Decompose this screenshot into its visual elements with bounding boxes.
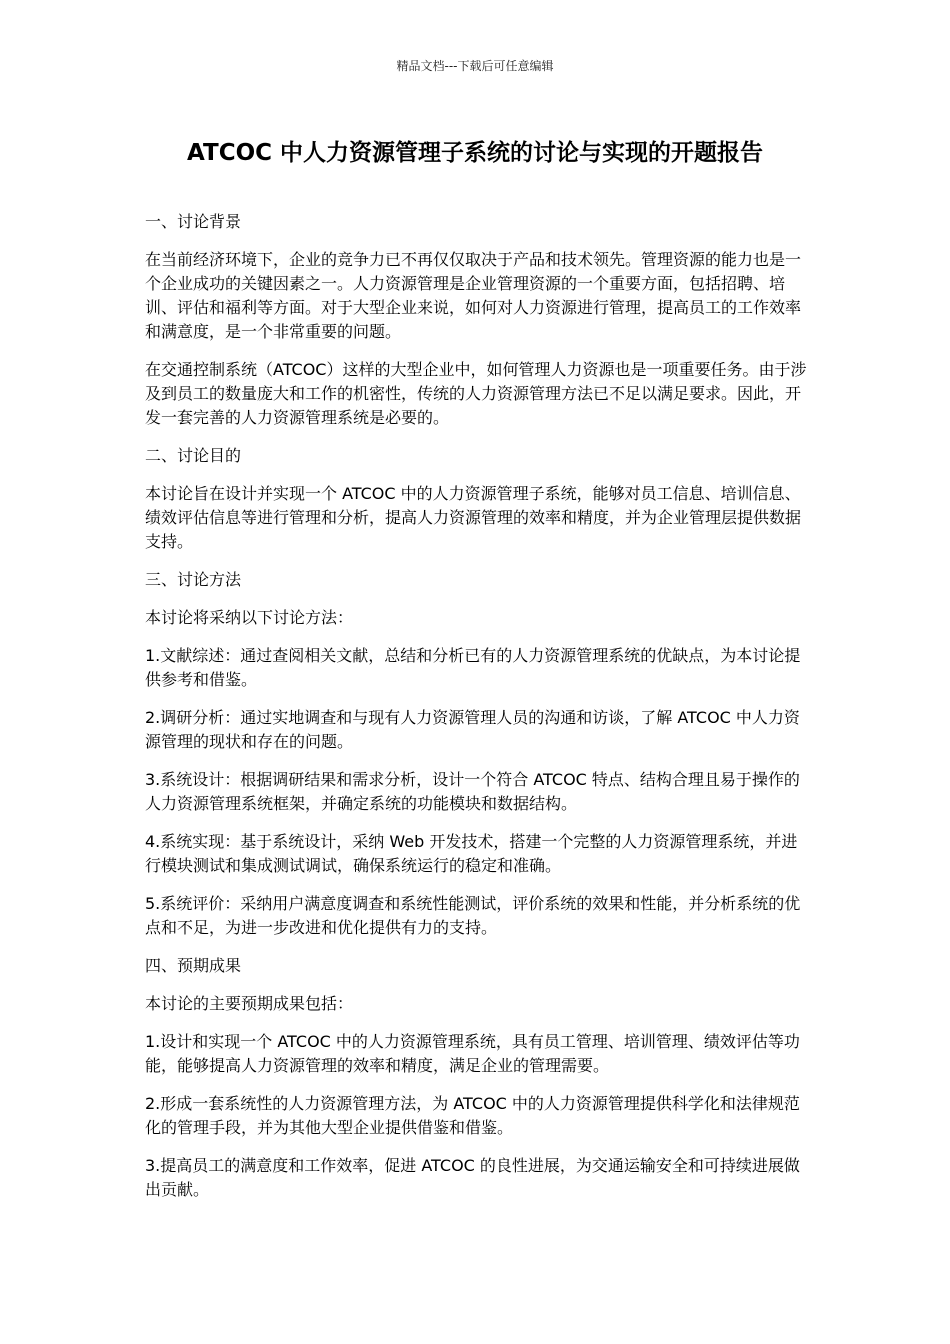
- header-note: 精品文档---下载后可任意编辑: [396, 59, 554, 73]
- document-title: ATCOC 中人力资源管理子系统的讨论与实现的开题报告: [186, 140, 764, 166]
- list-item: 2.形成一套系统性的人力资源管理方法，为 ATCOC 中的人力资源管理提供科学化和法律规范化的管理手段，并为其他大型企业提供借鉴和借鉴。: [145, 1094, 800, 1137]
- section-heading: 一、讨论背景: [145, 212, 242, 231]
- document-body: [145, 210, 813, 1216]
- paragraph: 本讨论将采纳以下讨论方法：: [145, 608, 354, 627]
- paragraph: 本讨论旨在设计并实现一个 ATCOC 中的人力资源管理子系统，能够对员工信息、培训信息、绩效评估信息等进行管理和分析，提高人力资源管理的效率和精度，并为企业管理层提供数据支持。: [145, 484, 802, 551]
- list-item: 3.提高员工的满意度和工作效率，促进 ATCOC 的良性进展，为交通运输安全和可持续进展做出贡献。: [145, 1156, 800, 1199]
- list-item: 4.系统实现：基于系统设计，采纳 Web 开发技术，搭建一个完整的人力资源管理系统，并进行模块测试和集成测试调试，确保系统运行的稳定和准确。: [145, 832, 798, 875]
- list-item: 2.调研分析：通过实地调查和与现有人力资源管理人员的沟通和访谈，了解 ATCOC 中人力资源管理的现状和存在的问题。: [145, 708, 800, 751]
- section-heading: 二、讨论目的: [145, 446, 242, 465]
- paragraph: 在交通控制系统（ATCOC）这样的大型企业中，如何管理人力资源也是一项重要任务。由于涉及到员工的数量庞大和工作的机密性，传统的人力资源管理方法已不足以满足要求。因此，开发一套完善的人力资源管理系统是必要的。: [145, 360, 807, 427]
- list-item: 3.系统设计：根据调研结果和需求分析，设计一个符合 ATCOC 特点、结构合理且易于操作的人力资源管理系统框架，并确定系统的功能模块和数据结构。: [145, 770, 800, 813]
- list-item: 5.系统评价：采纳用户满意度调查和系统性能测试，评价系统的效果和性能，并分析系统的优点和不足，为进一步改进和优化提供有力的支持。: [145, 894, 801, 937]
- section-heading: 四、预期成果: [145, 956, 242, 975]
- list-item: 1.文献综述：通过查阅相关文献，总结和分析已有的人力资源管理系统的优缺点，为本讨论提供参考和借鉴。: [145, 646, 801, 689]
- list-item: 1.设计和实现一个 ATCOC 中的人力资源管理系统，具有员工管理、培训管理、绩效评估等功能，能够提高人力资源管理的效率和精度，满足企业的管理需要。: [145, 1032, 800, 1075]
- paragraph: 在当前经济环境下，企业的竞争力已不再仅仅取决于产品和技术领先。管理资源的能力也是一个企业成功的关键因素之一。人力资源管理是企业管理资源的一个重要方面，包括招聘、培训、评估和福利等方面。对于大型企业来说，如何对人力资源进行管理，提高员工的工作效率和满意度，是一个非常重要的问题。: [145, 250, 802, 341]
- paragraph: 本讨论的主要预期成果包括：: [145, 994, 354, 1013]
- section-heading: 三、讨论方法: [145, 570, 242, 589]
